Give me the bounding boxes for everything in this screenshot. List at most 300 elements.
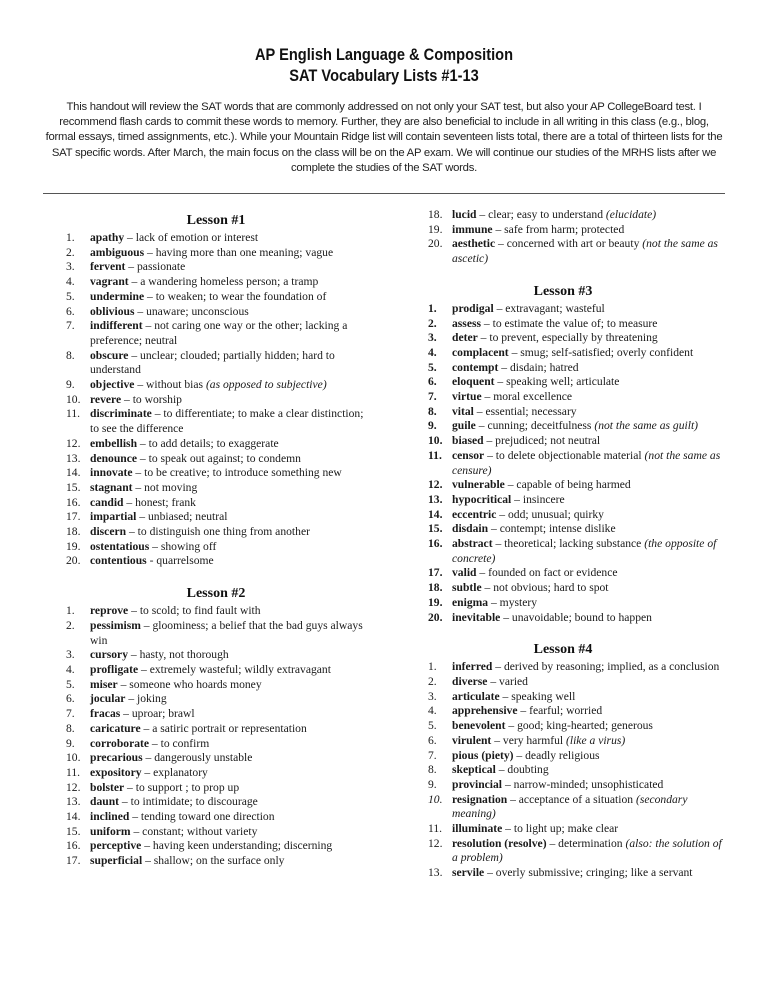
vocab-definition: to delete objectionable material bbox=[495, 448, 645, 462]
entry-separator: – bbox=[492, 537, 505, 551]
vocab-note: (not the same as censure) bbox=[452, 448, 721, 477]
entry-separator: – bbox=[496, 507, 508, 521]
vocab-definition: unclear; clouded; partially hidden; hard to understand bbox=[90, 348, 335, 377]
entry-separator: – bbox=[492, 222, 505, 236]
entry-separator: – bbox=[507, 792, 519, 806]
vocab-entry bbox=[66, 604, 366, 619]
vocab-word: vital bbox=[452, 404, 474, 418]
entry-separator: – bbox=[476, 566, 489, 580]
vocab-definition: shallow; on the surface only bbox=[153, 854, 285, 868]
vocab-definition: to light up; make clear bbox=[513, 822, 619, 836]
vocab-word: virulent bbox=[452, 733, 492, 747]
entry-number: 7. bbox=[428, 390, 437, 404]
entry-separator: – bbox=[475, 419, 488, 433]
vocab-entry bbox=[428, 866, 728, 881]
entry-number: 12. bbox=[66, 436, 81, 450]
vocab-definition: to estimate the value of; to measure bbox=[492, 316, 658, 330]
entry-separator: – bbox=[128, 604, 140, 618]
vocab-word: illuminate bbox=[452, 822, 503, 836]
vocab-definition: to be creative; to introduce something new bbox=[144, 466, 342, 480]
vocab-word: diverse bbox=[452, 674, 488, 688]
vocab-word: articulate bbox=[452, 689, 500, 703]
entry-number: 8. bbox=[428, 404, 437, 418]
vocab-entry bbox=[428, 660, 728, 675]
vocab-definition: extremely wasteful; wildly extravagant bbox=[149, 662, 331, 676]
vocab-entry bbox=[66, 825, 366, 840]
entry-number: 2. bbox=[428, 316, 437, 330]
document-subtitle: SAT Vocabulary Lists #1-13 bbox=[289, 66, 479, 85]
entry-separator: - bbox=[146, 554, 157, 568]
entry-separator: – bbox=[151, 407, 164, 421]
vocab-entry bbox=[66, 854, 366, 869]
vocab-word: eloquent bbox=[452, 375, 495, 389]
vocab-entry bbox=[428, 434, 728, 449]
document-title: AP English Language & Composition bbox=[254, 45, 514, 64]
vocab-word: biased bbox=[452, 434, 484, 448]
vocab-definition: disdain; hatred bbox=[509, 360, 579, 374]
entry-separator: – bbox=[493, 301, 506, 315]
lesson-4-list bbox=[428, 660, 728, 881]
entry-number: 3. bbox=[66, 260, 75, 274]
entry-separator: – bbox=[138, 662, 150, 676]
vocab-definition: quarrelsome bbox=[156, 554, 214, 568]
vocab-entry bbox=[428, 346, 728, 361]
vocab-word: disdain bbox=[452, 522, 489, 536]
entry-separator: – bbox=[477, 331, 490, 345]
entry-number: 12. bbox=[428, 836, 443, 850]
vocab-entry bbox=[66, 810, 366, 825]
entry-number: 10. bbox=[428, 434, 443, 448]
vocab-definition: to add details; to exaggerate bbox=[148, 436, 279, 450]
entry-number: 9. bbox=[428, 777, 437, 791]
vocab-note: (also: the solution of a problem) bbox=[452, 836, 722, 865]
vocab-word: daunt bbox=[90, 795, 120, 809]
entry-number: 6. bbox=[66, 304, 75, 318]
entry-number: 12. bbox=[66, 780, 81, 794]
vocab-definition: determination bbox=[558, 836, 626, 850]
vocab-word: innovate bbox=[90, 466, 133, 480]
vocab-definition: having more than one meaning; vague bbox=[155, 245, 334, 259]
vocab-entry bbox=[66, 795, 366, 810]
vocab-definition: to weaken; to wear the foundation of bbox=[155, 289, 327, 303]
vocab-note: (the opposite of concrete) bbox=[452, 537, 717, 565]
vocab-definition: clear; easy to understand bbox=[488, 208, 606, 221]
vocab-word: guile bbox=[452, 419, 476, 433]
vocab-note: (not the same as ascetic) bbox=[452, 237, 718, 266]
entry-separator: – bbox=[487, 674, 500, 688]
vocab-definition: uproar; brawl bbox=[131, 707, 195, 721]
vocab-entry bbox=[66, 452, 366, 467]
vocab-word: lucid bbox=[452, 208, 477, 221]
entry-number: 20. bbox=[428, 610, 443, 624]
vocab-word: expository bbox=[90, 765, 142, 779]
entry-separator: – bbox=[511, 492, 523, 506]
entry-separator: – bbox=[128, 348, 141, 362]
entry-separator: – bbox=[126, 525, 138, 539]
entry-number: 3. bbox=[428, 331, 437, 345]
entry-number: 9. bbox=[66, 378, 75, 392]
lesson-2-title: Lesson #2 bbox=[186, 586, 246, 602]
vocab-definition: not obvious; hard to spot bbox=[493, 581, 609, 595]
vocab-definition: to intimidate; to discourage bbox=[130, 795, 258, 809]
vocab-entry bbox=[66, 231, 366, 246]
entry-number: 8. bbox=[66, 348, 75, 362]
title-block bbox=[0, 44, 768, 86]
vocab-definition: doubting bbox=[507, 763, 549, 777]
entry-number: 17. bbox=[66, 510, 81, 524]
entry-separator: – bbox=[517, 704, 530, 718]
vocab-note: (not the same as guilt) bbox=[594, 419, 699, 433]
vocab-entry bbox=[66, 378, 366, 393]
entry-number: 7. bbox=[66, 319, 75, 333]
entry-number: 7. bbox=[428, 748, 437, 762]
vocab-word: undermine bbox=[90, 289, 145, 303]
vocab-note: (like a virus) bbox=[566, 733, 626, 747]
vocab-definition: to prevent, especially by threatening bbox=[489, 331, 658, 345]
entry-separator: – bbox=[495, 237, 507, 251]
vocab-entry bbox=[428, 778, 728, 793]
vocab-definition: joking bbox=[137, 692, 167, 706]
vocab-entry bbox=[66, 766, 366, 781]
vocab-word: indifferent bbox=[90, 319, 143, 333]
vocab-entry bbox=[66, 407, 366, 436]
lesson-4-title: Lesson #4 bbox=[533, 642, 593, 658]
vocab-entry bbox=[66, 692, 366, 707]
entry-number: 5. bbox=[66, 677, 75, 691]
vocab-word: assess bbox=[452, 316, 481, 330]
entry-number: 2. bbox=[66, 245, 75, 259]
vocab-entry bbox=[428, 449, 728, 478]
vocab-definition: founded on fact or evidence bbox=[488, 566, 618, 580]
lesson-1-title: Lesson #1 bbox=[186, 213, 246, 228]
vocab-definition: unavoidable; bound to happen bbox=[511, 610, 652, 624]
vocab-definition: essential; necessary bbox=[485, 404, 577, 418]
vocab-definition: speaking well; articulate bbox=[506, 375, 620, 389]
entry-number: 1. bbox=[428, 301, 437, 315]
entry-number: 16. bbox=[66, 839, 81, 853]
entry-separator: – bbox=[117, 677, 130, 691]
vocab-entry bbox=[66, 525, 366, 540]
vocab-entry bbox=[428, 522, 728, 537]
entry-separator: – bbox=[142, 319, 155, 333]
vocab-word: inferred bbox=[452, 660, 493, 674]
vocab-word: benevolent bbox=[452, 719, 506, 733]
entry-separator: – bbox=[476, 208, 489, 221]
vocab-word: contempt bbox=[452, 360, 499, 374]
vocab-entry bbox=[428, 837, 728, 866]
vocab-entry bbox=[66, 663, 366, 678]
entry-separator: – bbox=[142, 751, 155, 765]
entry-separator: – bbox=[121, 392, 133, 406]
entry-number: 4. bbox=[428, 704, 437, 718]
entry-number: 13. bbox=[66, 451, 81, 465]
vocab-entry bbox=[66, 496, 366, 511]
vocab-word: eccentric bbox=[452, 507, 497, 521]
entry-separator: – bbox=[144, 289, 156, 303]
vocab-entry bbox=[66, 260, 366, 275]
vocab-definition: to worship bbox=[132, 392, 182, 406]
entry-number: 4. bbox=[66, 662, 75, 676]
entry-number: 5. bbox=[66, 289, 75, 303]
entry-separator: – bbox=[495, 763, 508, 777]
vocab-definition: very harmful bbox=[502, 733, 566, 747]
vocab-entry bbox=[66, 678, 366, 693]
vocab-word: superficial bbox=[90, 854, 143, 868]
vocab-word: complacent bbox=[452, 345, 509, 359]
entry-separator: – bbox=[141, 839, 153, 853]
vocab-entry bbox=[66, 393, 366, 408]
entry-separator: – bbox=[546, 836, 559, 850]
vocab-entry bbox=[428, 611, 728, 626]
entry-separator: – bbox=[144, 245, 156, 259]
vocab-word: apprehensive bbox=[452, 704, 518, 718]
vocab-entry bbox=[428, 390, 728, 405]
vocab-word: resignation bbox=[452, 792, 508, 806]
vocab-entry bbox=[428, 822, 728, 837]
entry-number: 18. bbox=[66, 525, 81, 539]
vocab-word: caricature bbox=[90, 721, 141, 735]
vocab-entry bbox=[428, 375, 728, 390]
lesson-2-list bbox=[66, 604, 366, 869]
vocab-definition: lack of emotion or interest bbox=[135, 231, 259, 244]
entry-number: 6. bbox=[66, 692, 75, 706]
entry-separator: – bbox=[125, 692, 138, 706]
vocab-word: stagnant bbox=[90, 480, 133, 494]
entry-number: 19. bbox=[428, 222, 443, 236]
vocab-word: inclined bbox=[90, 810, 130, 824]
entry-separator: – bbox=[498, 360, 510, 374]
entry-separator: – bbox=[499, 689, 512, 703]
entry-separator: – bbox=[502, 822, 514, 836]
vocab-note: (elucidate) bbox=[605, 208, 657, 221]
entry-number: 10. bbox=[66, 392, 81, 406]
entry-number: 3. bbox=[428, 689, 437, 703]
lesson-1-list bbox=[66, 231, 366, 569]
vocab-word: contentious bbox=[90, 554, 147, 568]
entry-number: 18. bbox=[428, 581, 443, 595]
vocab-word: obscure bbox=[90, 348, 129, 362]
vocab-entry bbox=[66, 781, 366, 796]
vocab-definition: tending toward one direction bbox=[140, 810, 275, 824]
vocab-word: prodigal bbox=[452, 301, 494, 315]
vocab-entry bbox=[428, 508, 728, 523]
vocab-definition: not moving bbox=[144, 480, 198, 494]
vocab-entry bbox=[428, 566, 728, 581]
vocab-definition: cunning; deceitfulness bbox=[487, 419, 595, 433]
entry-number: 5. bbox=[428, 719, 437, 733]
entry-separator: – bbox=[129, 810, 141, 824]
vocab-entry bbox=[428, 537, 728, 566]
vocab-definition: to scold; to find fault with bbox=[139, 604, 261, 618]
vocab-word: candid bbox=[90, 495, 124, 509]
vocab-definition: insincere bbox=[522, 492, 565, 506]
vocab-word: inevitable bbox=[452, 610, 501, 624]
vocab-word: impartial bbox=[90, 510, 137, 524]
vocab-definition: theoretical; lacking substance bbox=[504, 537, 645, 551]
right-column bbox=[428, 208, 728, 881]
vocab-entry bbox=[66, 319, 366, 348]
vocab-entry bbox=[66, 648, 366, 663]
vocab-word: fervent bbox=[90, 260, 126, 274]
vocab-definition: to distinguish one thing from another bbox=[137, 525, 310, 539]
vocab-definition: contempt; intense dislike bbox=[499, 522, 616, 536]
lesson-3-title: Lesson #3 bbox=[533, 283, 593, 299]
entry-number: 8. bbox=[428, 763, 437, 777]
entry-separator: – bbox=[488, 595, 500, 609]
vocab-definition: prejudiced; not neutral bbox=[495, 434, 601, 448]
entry-number: 1. bbox=[66, 604, 75, 618]
vocab-entry bbox=[66, 619, 366, 648]
vocab-entry bbox=[66, 839, 366, 854]
entry-separator: – bbox=[132, 480, 145, 494]
vocab-entry bbox=[428, 734, 728, 749]
vocab-word: resolution (resolve) bbox=[452, 836, 547, 850]
vocab-entry bbox=[428, 208, 728, 223]
entry-number: 16. bbox=[428, 537, 443, 551]
entry-separator: – bbox=[123, 495, 136, 509]
entry-separator: – bbox=[128, 275, 141, 289]
vocab-entry bbox=[428, 793, 728, 822]
vocab-definition: unbiased; neutral bbox=[147, 510, 228, 524]
vocab-note: (secondary meaning) bbox=[452, 792, 688, 821]
entry-separator: – bbox=[142, 854, 154, 868]
lesson-2-list-continued bbox=[428, 208, 728, 267]
vocab-entry bbox=[428, 596, 728, 611]
entry-separator: – bbox=[513, 748, 526, 762]
vocab-definition: dangerously unstable bbox=[154, 751, 253, 765]
vocab-entry bbox=[66, 349, 366, 378]
vocab-entry bbox=[428, 690, 728, 705]
vocab-word: discern bbox=[90, 525, 127, 539]
entry-separator: – bbox=[492, 660, 504, 674]
vocab-definition: without bias bbox=[146, 378, 206, 392]
divider bbox=[43, 193, 725, 194]
vocab-word: aesthetic bbox=[452, 237, 496, 251]
entry-separator: – bbox=[500, 610, 512, 624]
entry-separator: – bbox=[141, 765, 154, 779]
entry-separator: – bbox=[120, 707, 132, 721]
vocab-entry bbox=[428, 419, 728, 434]
entry-number: 1. bbox=[428, 660, 437, 674]
vocab-definition: moral excellence bbox=[493, 390, 573, 404]
vocab-word: precarious bbox=[90, 751, 143, 765]
entry-separator: – bbox=[484, 448, 496, 462]
entry-separator: – bbox=[149, 539, 161, 553]
vocab-word: immune bbox=[452, 222, 493, 236]
entry-number: 1. bbox=[66, 231, 75, 244]
entry-number: 14. bbox=[66, 466, 81, 480]
vocab-word: fracas bbox=[90, 707, 121, 721]
entry-number: 10. bbox=[428, 792, 443, 806]
entry-number: 11. bbox=[66, 765, 81, 779]
entry-separator: – bbox=[140, 618, 153, 632]
vocab-word: ambiguous bbox=[90, 245, 145, 259]
vocab-word: censor bbox=[452, 448, 485, 462]
entry-number: 11. bbox=[66, 407, 81, 421]
vocab-word: apathy bbox=[90, 231, 125, 244]
vocab-note: (as opposed to subjective) bbox=[205, 378, 327, 392]
entry-separator: – bbox=[494, 375, 507, 389]
vocab-word: profligate bbox=[90, 662, 139, 676]
vocab-word: subtle bbox=[452, 581, 482, 595]
entry-number: 11. bbox=[428, 822, 443, 836]
entry-separator: – bbox=[137, 451, 149, 465]
vocab-word: reprove bbox=[90, 604, 129, 618]
entry-separator: – bbox=[125, 260, 137, 274]
entry-number: 3. bbox=[66, 648, 75, 662]
vocab-word: deter bbox=[452, 331, 478, 345]
entry-separator: – bbox=[504, 478, 517, 492]
entry-number: 11. bbox=[428, 448, 442, 462]
vocab-word: pessimism bbox=[90, 618, 141, 632]
vocab-entry bbox=[428, 581, 728, 596]
vocab-definition: varied bbox=[499, 674, 528, 688]
entry-separator: – bbox=[128, 648, 140, 662]
entry-separator: – bbox=[137, 436, 149, 450]
vocab-definition: hasty, not thorough bbox=[139, 648, 229, 662]
entry-number: 6. bbox=[428, 375, 437, 389]
vocab-definition: odd; unusual; quirky bbox=[508, 507, 604, 521]
vocab-definition: to differentiate; to make a clear distinction; to see the difference bbox=[90, 407, 364, 436]
vocab-definition: passionate bbox=[137, 260, 186, 274]
vocab-definition: derived by reasoning; implied, as a conclusion bbox=[503, 660, 720, 674]
entry-separator: – bbox=[132, 466, 145, 480]
vocab-word: vulnerable bbox=[452, 478, 505, 492]
entry-separator: – bbox=[484, 866, 496, 880]
vocab-definition: speaking well bbox=[511, 689, 576, 703]
vocab-word: ostentatious bbox=[90, 539, 150, 553]
intro-paragraph: This handout will review the SAT words that are commonly addressed on not only your SAT test, but also your AP CollegeBoard test. I recommend flash cards to commit these words to memory. Further, they are also beneficial to include in all writing in this class (e.g., blog, formal essays, timed assignments, etc.). While your Mountain Ridge list will contain seventeen lists total, there are a total of thirteen lists for the SAT specific words. After March, the main focus on the class will be on the AP exam. We will continue our studies of the MRHS lists after we complete the studies of the SAT words. bbox=[45, 101, 723, 174]
vocab-word: corroborate bbox=[90, 736, 150, 750]
entry-number: 17. bbox=[428, 566, 443, 580]
vocab-entry bbox=[428, 749, 728, 764]
entry-number: 6. bbox=[428, 733, 437, 747]
entry-separator: – bbox=[149, 736, 161, 750]
vocab-entry bbox=[66, 305, 366, 320]
vocab-definition: narrow-minded; unsophisticated bbox=[513, 777, 664, 791]
vocab-word: valid bbox=[452, 566, 477, 580]
vocab-definition: overly submissive; cringing; like a servant bbox=[495, 866, 693, 880]
vocab-word: perceptive bbox=[90, 839, 142, 853]
entry-number: 9. bbox=[428, 419, 437, 433]
vocab-word: hypocritical bbox=[452, 492, 512, 506]
vocab-definition: not caring one way or the other; lacking a preference; neutral bbox=[90, 319, 348, 347]
vocab-definition: a wandering homeless person; a tramp bbox=[140, 275, 319, 289]
entry-separator: – bbox=[481, 390, 494, 404]
entry-separator: – bbox=[134, 304, 147, 318]
entry-number: 2. bbox=[66, 618, 75, 632]
entry-number: 18. bbox=[428, 208, 443, 221]
vocab-word: bolster bbox=[90, 780, 125, 794]
vocab-definition: mystery bbox=[499, 595, 538, 609]
vocab-word: skeptical bbox=[452, 763, 496, 777]
vocab-entry bbox=[428, 361, 728, 376]
vocab-definition: capable of being harmed bbox=[516, 478, 631, 492]
entry-separator: – bbox=[140, 721, 153, 735]
vocab-entry bbox=[428, 675, 728, 690]
vocab-definition: gloominess; a belief that the bad guys always win bbox=[90, 618, 363, 647]
entry-separator: – bbox=[136, 510, 148, 524]
vocab-word: revere bbox=[90, 392, 122, 406]
entry-number: 15. bbox=[66, 480, 81, 494]
entry-separator: – bbox=[130, 824, 143, 838]
vocab-entry bbox=[66, 290, 366, 305]
vocab-entry bbox=[66, 510, 366, 525]
vocab-entry bbox=[428, 317, 728, 332]
vocab-definition: showing off bbox=[160, 539, 217, 553]
vocab-entry bbox=[66, 554, 366, 569]
vocab-entry bbox=[428, 719, 728, 734]
